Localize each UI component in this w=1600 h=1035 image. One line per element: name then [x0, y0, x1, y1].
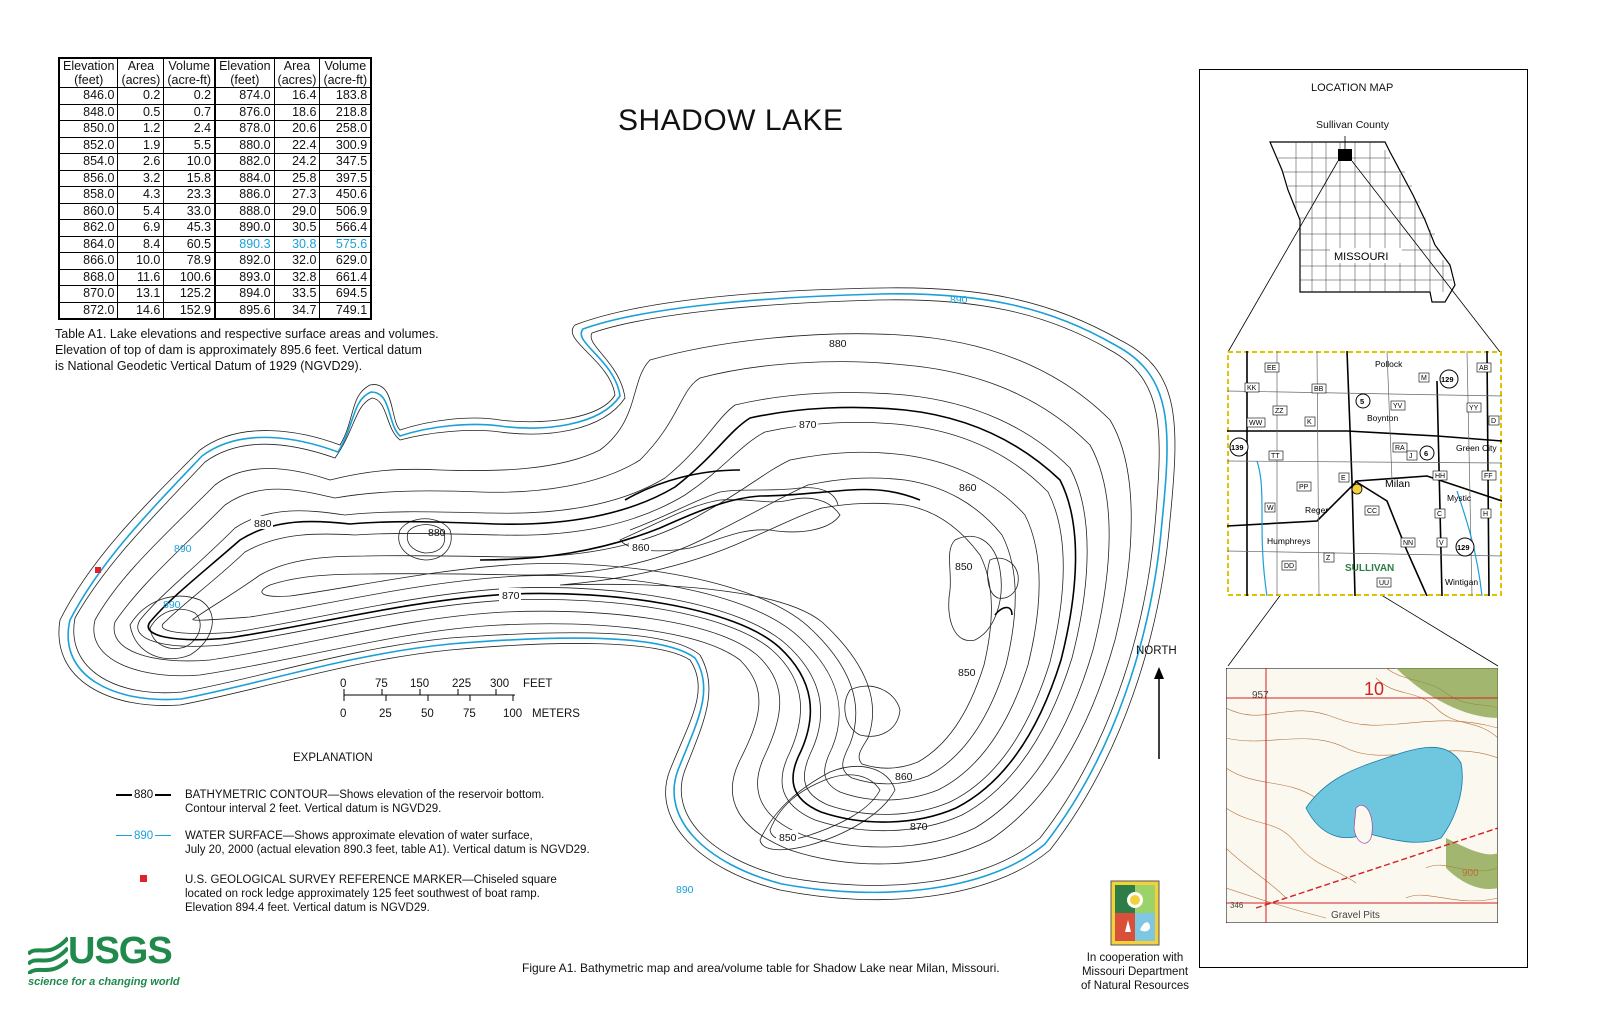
table-cell: 870.0	[59, 286, 118, 303]
table-cell: 10.0	[164, 154, 215, 171]
svg-text:M: M	[1421, 375, 1427, 382]
town-label: Milan	[1385, 478, 1411, 490]
svg-text:V: V	[1439, 540, 1444, 547]
town-label: Green City	[1456, 443, 1497, 453]
table-cell: 878.0	[215, 121, 274, 138]
table-cell: 866.0	[59, 253, 118, 270]
water-contour-label: 890	[163, 599, 181, 611]
mdnr-logo-icon	[1110, 880, 1160, 946]
town-label: Wintigan	[1445, 577, 1479, 587]
table-cell: 5.4	[118, 203, 164, 220]
table-cell: 125.2	[164, 286, 215, 303]
water-contour-label: 890	[676, 884, 694, 896]
svg-text:139: 139	[1231, 443, 1244, 452]
svg-text:C: C	[1437, 511, 1443, 518]
table-cell: 850.0	[59, 121, 118, 138]
table-cell: 860.0	[59, 203, 118, 220]
lake-location-icon	[1352, 484, 1362, 494]
legend-contour-sample: 880	[116, 788, 171, 802]
col-header: Area (acres)	[118, 58, 164, 88]
table-cell: 300.9	[320, 137, 371, 154]
table-cell: 2.6	[118, 154, 164, 171]
table-cell: 886.0	[215, 187, 274, 204]
scale-feet-tick: 225	[452, 678, 472, 690]
contour-label: 860	[895, 771, 913, 783]
table-cell: 6.9	[118, 220, 164, 237]
table-cell: 152.9	[164, 302, 215, 319]
svg-text:K: K	[1307, 419, 1312, 426]
table-cell: 846.0	[59, 88, 118, 105]
svg-text:YV: YV	[1393, 403, 1403, 410]
svg-text:H: H	[1483, 511, 1489, 518]
scale-feet-tick: 75	[375, 678, 388, 690]
table-cell: 13.1	[118, 286, 164, 303]
svg-text:HH: HH	[1435, 473, 1446, 480]
contour-label: 880	[428, 527, 446, 539]
col-header: Volume (acre-ft)	[320, 58, 371, 88]
contour-label: 850	[779, 832, 797, 844]
table-cell: 27.3	[274, 187, 320, 204]
table-cell: 4.3	[118, 187, 164, 204]
north-label: NORTH	[1136, 645, 1177, 657]
table-cell: 32.8	[274, 269, 320, 286]
usgs-wave-icon	[28, 934, 68, 974]
col-header: Volume (acre-ft)	[164, 58, 215, 88]
table-cell: 60.5	[164, 236, 215, 253]
table-cell: 1.2	[118, 121, 164, 138]
county-label: Sullivan County	[1316, 119, 1389, 131]
table-cell: 575.6	[320, 236, 371, 253]
table-cell: 33.0	[164, 203, 215, 220]
svg-text:WW: WW	[1249, 420, 1263, 427]
table-cell: 30.5	[274, 220, 320, 237]
table-cell: 30.8	[274, 236, 320, 253]
table-caption-line: Elevation of top of dam is approximately 895.6 feet. Vertical datum	[55, 343, 422, 357]
svg-text:KK: KK	[1247, 385, 1257, 392]
table-cell: 11.6	[118, 269, 164, 286]
svg-text:PP: PP	[1299, 484, 1309, 491]
svg-text:129: 129	[1457, 543, 1470, 552]
scale-feet-tick: 150	[410, 678, 430, 690]
table-cell: 33.5	[274, 286, 320, 303]
county-name: SULLIVAN	[1345, 563, 1395, 574]
table-caption-line: Table A1. Lake elevations and respective surface areas and volumes.	[55, 327, 439, 341]
svg-text:BB: BB	[1314, 386, 1324, 393]
town-label: Pollock	[1375, 359, 1403, 369]
table-cell: 862.0	[59, 220, 118, 237]
table-cell: 15.8	[164, 170, 215, 187]
scale-meter-tick: 50	[421, 708, 434, 720]
scale-meter-tick: 100	[503, 708, 523, 720]
table-cell: 100.6	[164, 269, 215, 286]
topo-gravel-label: Gravel Pits	[1331, 910, 1380, 921]
table-cell: 880.0	[215, 137, 274, 154]
table-cell: 18.6	[274, 104, 320, 121]
table-cell: 0.5	[118, 104, 164, 121]
table-cell: 506.9	[320, 203, 371, 220]
table-cell: 16.4	[274, 88, 320, 105]
svg-text:W: W	[1267, 505, 1274, 512]
table-cell: 78.9	[164, 253, 215, 270]
topo-contour-label: 900	[1462, 868, 1479, 879]
road-map	[1227, 351, 1502, 596]
legend-marker-icon	[140, 875, 147, 882]
north-arrow-icon	[1150, 665, 1170, 761]
svg-text:ZZ: ZZ	[1275, 408, 1284, 415]
contour-label: 850	[955, 561, 973, 573]
table-cell: 14.6	[118, 302, 164, 319]
table-cell: 884.0	[215, 170, 274, 187]
table-cell: 2.4	[164, 121, 215, 138]
table-cell: 566.4	[320, 220, 371, 237]
table-cell: 848.0	[59, 104, 118, 121]
table-cell: 890.0	[215, 220, 274, 237]
scale-meter-unit: METERS	[532, 708, 580, 720]
table-cell: 864.0	[59, 236, 118, 253]
table-cell: 0.2	[164, 88, 215, 105]
table-cell: 856.0	[59, 170, 118, 187]
table-cell: 20.6	[274, 121, 320, 138]
table-cell: 894.0	[215, 286, 274, 303]
table-cell: 872.0	[59, 302, 118, 319]
table-caption-line: is National Geodetic Vertical Datum of 1929 (NGVD29).	[55, 359, 363, 373]
svg-text:EE: EE	[1267, 365, 1277, 372]
topo-bm-label: 346	[1230, 901, 1244, 910]
town-label: Reger	[1305, 505, 1329, 515]
explanation-heading: EXPLANATION	[293, 752, 373, 764]
table-cell: 183.8	[320, 88, 371, 105]
table-cell: 23.3	[164, 187, 215, 204]
table-cell: 24.2	[274, 154, 320, 171]
contour-label: 880	[829, 338, 847, 350]
col-header: Area (acres)	[274, 58, 320, 88]
svg-text:5: 5	[1360, 397, 1365, 406]
figure-caption: Figure A1. Bathymetric map and area/volume table for Shadow Lake near Milan, Missouri.	[522, 961, 1000, 975]
legend-water-text: WATER SURFACE—Shows approximate elevation of water surface, July 20, 2000 (actual elevation 890.3 feet, table A1). Vertical datum is NGVD29.	[185, 830, 590, 856]
svg-text:6: 6	[1424, 449, 1429, 458]
table-cell: 888.0	[215, 203, 274, 220]
svg-text:DD: DD	[1284, 563, 1295, 570]
contour-label: 870	[502, 590, 520, 602]
col-header: Elevation (feet)	[215, 58, 274, 88]
map-title: SHADOW LAKE	[618, 104, 844, 137]
table-cell: 218.8	[320, 104, 371, 121]
table-cell: 895.6	[215, 302, 274, 319]
state-label: MISSOURI	[1334, 251, 1389, 263]
svg-text:FF: FF	[1484, 473, 1493, 480]
svg-text:CC: CC	[1367, 508, 1378, 515]
town-label: Mystic	[1447, 493, 1472, 503]
table-cell: 854.0	[59, 154, 118, 171]
table-cell: 1.9	[118, 137, 164, 154]
town-label: Boynton	[1367, 413, 1399, 423]
table-cell: 661.4	[320, 269, 371, 286]
table-cell: 22.4	[274, 137, 320, 154]
table-cell: 32.0	[274, 253, 320, 270]
svg-text:129: 129	[1441, 375, 1454, 384]
table-cell: 5.5	[164, 137, 215, 154]
table-cell: 45.3	[164, 220, 215, 237]
scale-feet-tick: 0	[340, 678, 347, 690]
legend-marker-text: U.S. GEOLOGICAL SURVEY REFERENCE MARKER—Chiseled square located on rock ledge approximately 125 feet southwest of boat ramp. Elevation 894.4 feet. Vertical datum is NGVD29.	[185, 874, 557, 914]
scale-meter-tick: 25	[379, 708, 392, 720]
table-cell: 874.0	[215, 88, 274, 105]
table-cell: 3.2	[118, 170, 164, 187]
table-cell: 397.5	[320, 170, 371, 187]
svg-text:D: D	[1491, 418, 1497, 425]
contour-label: 850	[958, 667, 976, 679]
table-cell: 0.7	[164, 104, 215, 121]
topo-spot-elevation: 957	[1252, 690, 1269, 701]
svg-text:UU: UU	[1379, 580, 1390, 587]
table-cell: 868.0	[59, 269, 118, 286]
scale-meter-tick: 0	[340, 708, 347, 720]
reference-marker-icon	[95, 567, 101, 573]
svg-text:AB: AB	[1479, 365, 1489, 372]
legend-contour-text: BATHYMETRIC CONTOUR—Shows elevation of the reservoir bottom. Contour interval 2 feet. Vertical datum is NGVD29.	[185, 789, 545, 815]
svg-text:RA: RA	[1395, 445, 1405, 452]
contour-label: 860	[632, 542, 650, 554]
contour-label: 870	[910, 821, 928, 833]
table-cell: 258.0	[320, 121, 371, 138]
water-contour-label: 890	[950, 294, 968, 306]
svg-text:J: J	[1409, 453, 1413, 460]
table-cell: 882.0	[215, 154, 274, 171]
water-contour-label: 890	[174, 543, 192, 555]
contour-label: 860	[959, 482, 977, 494]
table-cell: 694.5	[320, 286, 371, 303]
table-cell: 25.8	[274, 170, 320, 187]
scale-meter-tick: 75	[463, 708, 476, 720]
topo-map	[1226, 668, 1498, 923]
topo-section-label: 10	[1364, 679, 1385, 699]
scale-feet-tick: 300	[490, 678, 510, 690]
table-cell: 876.0	[215, 104, 274, 121]
contour-label: 880	[254, 518, 272, 530]
location-map-title: LOCATION MAP	[1311, 82, 1394, 94]
cooperation-text: In cooperation with Missouri Department of Natural Resources	[1080, 952, 1190, 992]
table-cell: 893.0	[215, 269, 274, 286]
table-cell: 852.0	[59, 137, 118, 154]
table-cell: 450.6	[320, 187, 371, 204]
svg-text:E: E	[1341, 475, 1346, 482]
table-cell: 892.0	[215, 253, 274, 270]
col-header: Elevation (feet)	[59, 58, 118, 88]
contour-label: 870	[799, 419, 817, 431]
table-cell: 34.7	[274, 302, 320, 319]
table-cell: 890.3	[215, 236, 274, 253]
town-label: Humphreys	[1267, 536, 1311, 546]
svg-text:TT: TT	[1271, 453, 1280, 460]
table-cell: 8.4	[118, 236, 164, 253]
svg-text:NN: NN	[1403, 540, 1414, 547]
scale-feet-unit: FEET	[523, 678, 553, 690]
table-cell: 347.5	[320, 154, 371, 171]
table-cell: 858.0	[59, 187, 118, 204]
table-cell: 10.0	[118, 253, 164, 270]
table-cell: 629.0	[320, 253, 371, 270]
svg-text:Z: Z	[1326, 555, 1331, 562]
table-cell: 29.0	[274, 203, 320, 220]
legend-water-sample: 890	[116, 829, 171, 843]
table-cell: 0.2	[118, 88, 164, 105]
table-cell: 749.1	[320, 302, 371, 319]
svg-text:YY: YY	[1469, 405, 1479, 412]
sullivan-county-highlight	[1338, 149, 1352, 161]
